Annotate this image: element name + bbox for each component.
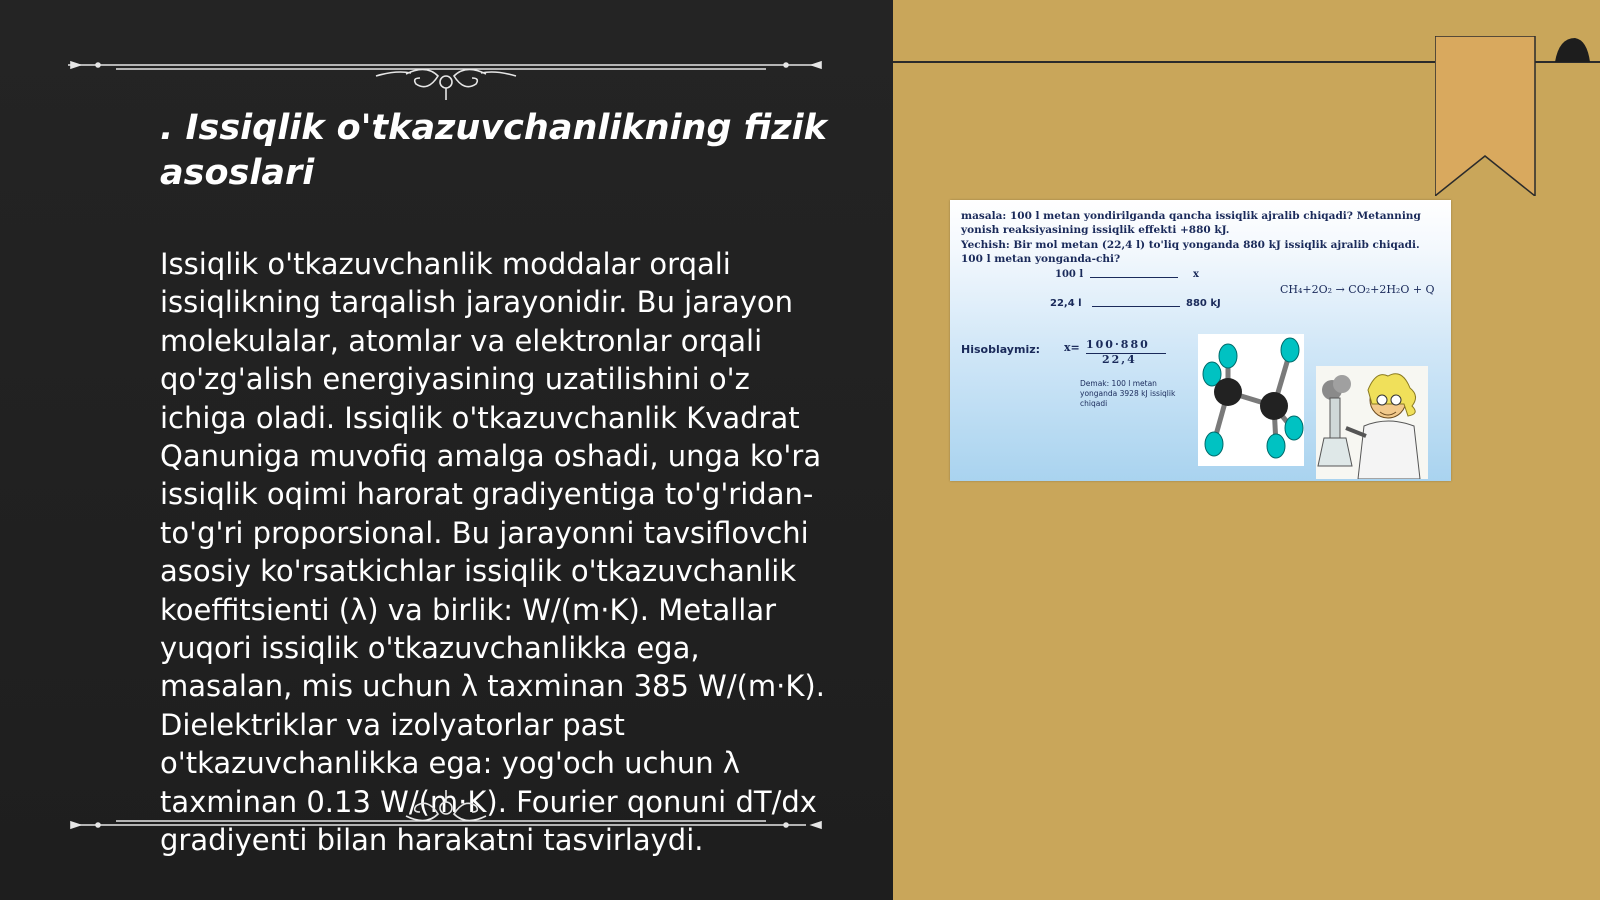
calc-label: Hisoblaymiz:: [961, 343, 1041, 356]
ornament-divider-bottom-icon: [66, 772, 826, 832]
calc-denominator: 22,4: [1102, 353, 1137, 366]
slide-title: . Issiqlik o'tkazuvchanlikning fizik asoslari: [160, 108, 827, 193]
ratio-bottom-right: 880 kJ: [1186, 298, 1221, 309]
reaction-equation: CH₄+2O₂ → CO₂+2H₂O + Q: [1280, 283, 1435, 296]
solution-text: Yechish: Bir mol metan (22,4 l) to'liq yonganda 880 kJ issiqlik ajralib chiqadi. 100 l metan yonganda-chi?: [961, 239, 1420, 265]
answer-text: Demak: 100 l metan yonganda 3928 kJ issiqlik chiqadi: [1080, 379, 1176, 408]
methane-molecule-icon: [1198, 334, 1304, 466]
calc-x: x=: [1064, 341, 1080, 354]
slide-body-text: Issiqlik o'tkazuvchanlik moddalar orqali issiqlikning tarqalish jarayonidir. Bu jarayon molekulalar, atomlar va elektronlar orqali qo'zg'alish energiyasining uzatilishini o'z ichiga oladi. Issiqlik o'tkazuvchanlik Kvadrat Qanuniga muvofiq amalga oshadi, unga ko'ra issiqlik oqimi harorat gradiyentiga to'g'ridan-to'g'ri proporsional. Bu jarayonni tavsiflovchi asosiy ko'rsatkichlar issiqlik o'tkazuvchanlik koeffitsienti (λ) va birlik: W/(m·K). Metallar yuqori issiqlik o'tkazuvchanlikka ega, masalan, mis uchun λ taxminan 385 W/(m·K). Dielektriklar va izolyatorlar past o'tkazuvchanlikka ega: yog'och uchun λ taxminan 0.13 W/(m·K). Fourier qonuni dT/dx gradiyenti bilan harakatni tasvirlaydi.: [160, 247, 825, 858]
ratio-bottom-left: 22,4 l: [1050, 298, 1082, 309]
ratio-top-left: 100 l: [1055, 269, 1084, 280]
problem-text: masala: 100 l metan yondirilganda qancha issiqlik ajralib chiqadi? Metanning yonish reaksiyasining issiqlik effekti +880 kJ.: [961, 210, 1421, 236]
calc-numerator: 100·880: [1086, 338, 1150, 351]
ratio-line-bottom: [1092, 306, 1180, 307]
scientist-cartoon-icon: [1316, 366, 1428, 479]
ratio-top-right: x: [1193, 269, 1199, 280]
ratio-line-top: [1090, 277, 1178, 278]
chemistry-problem-image: [950, 200, 1451, 481]
ornament-divider-top-icon: [66, 40, 826, 100]
bookmark-ribbon-icon: [1435, 36, 1595, 196]
